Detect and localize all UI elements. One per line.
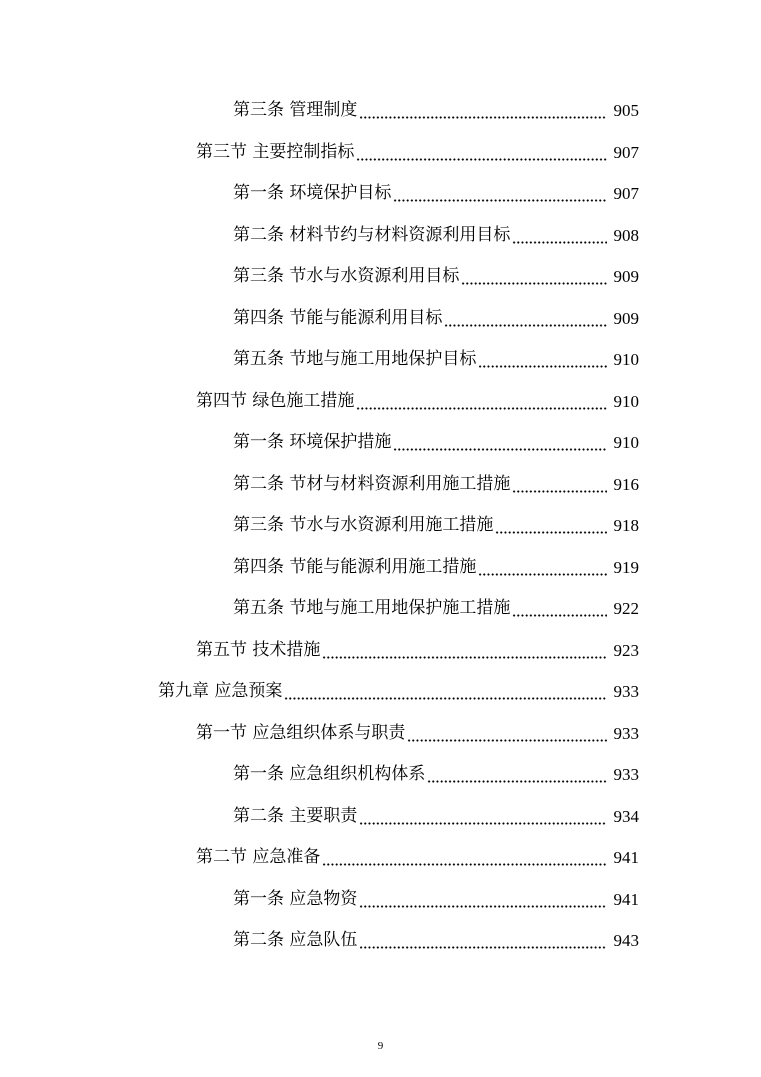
- toc-dot-leader: [512, 490, 607, 493]
- toc-entry-label: 第四条 节能与能源利用施工措施: [233, 556, 477, 577]
- toc-dot-leader: [359, 822, 607, 825]
- toc-entry-page: 943: [613, 931, 639, 950]
- toc-entry[interactable]: [0, 837, 761, 879]
- toc-entry[interactable]: [0, 215, 761, 257]
- toc-entry-label: 第二条 应急队伍: [233, 930, 358, 950]
- toc-dot-leader: [356, 407, 607, 410]
- toc-entry[interactable]: [0, 796, 761, 838]
- toc-entry-label: 第三条 节水与水资源利用施工措施: [233, 515, 494, 535]
- toc-entry-label: 第一条 环境保护措施: [233, 432, 392, 452]
- toc-dot-leader: [478, 365, 607, 368]
- toc-entry[interactable]: [0, 920, 761, 962]
- toc-entry[interactable]: [0, 588, 761, 630]
- toc-entry-label: 第一条 应急组织机构体系: [233, 764, 426, 784]
- table-of-contents: [0, 90, 761, 962]
- toc-entry-page: 910: [613, 433, 639, 452]
- toc-dot-leader: [322, 656, 607, 659]
- toc-dot-leader: [393, 448, 607, 451]
- toc-entry-page: 909: [613, 308, 639, 328]
- toc-entry-page: 907: [613, 184, 639, 203]
- toc-dot-leader: [322, 863, 607, 866]
- toc-entry[interactable]: [0, 505, 761, 547]
- toc-entry-page: 922: [613, 599, 639, 618]
- toc-entry-page: 916: [613, 474, 639, 494]
- toc-dot-leader: [478, 573, 607, 576]
- toc-dot-leader: [359, 905, 607, 908]
- toc-entry-label: 第二条 主要职责: [233, 805, 358, 826]
- toc-entry[interactable]: [0, 173, 761, 215]
- toc-dot-leader: [512, 241, 607, 244]
- toc-entry-page: 941: [613, 848, 639, 867]
- toc-dot-leader: [284, 697, 607, 700]
- toc-entry-label: 第二节 应急准备: [196, 847, 321, 867]
- toc-entry[interactable]: [0, 713, 761, 755]
- toc-dot-leader: [461, 282, 607, 285]
- toc-dot-leader: [495, 531, 607, 534]
- toc-entry[interactable]: [0, 547, 761, 589]
- toc-dot-leader: [359, 116, 607, 119]
- toc-entry-page: 918: [613, 516, 639, 535]
- toc-entry[interactable]: [0, 339, 761, 381]
- toc-entry-label: 第四节 绿色施工措施: [196, 390, 355, 411]
- toc-entry-page: 933: [613, 682, 639, 701]
- toc-entry-page: 907: [613, 142, 639, 162]
- toc-dot-leader: [359, 946, 607, 949]
- toc-entry-label: 第一节 应急组织体系与职责: [196, 722, 406, 743]
- toc-entry[interactable]: [0, 298, 761, 340]
- toc-entry-page: 941: [613, 889, 639, 909]
- toc-entry[interactable]: [0, 754, 761, 796]
- toc-entry-label: 第三条 节水与水资源利用目标: [233, 266, 460, 286]
- toc-entry-page: 910: [613, 350, 639, 369]
- toc-entry-page: 919: [613, 557, 639, 577]
- toc-entry-label: 第二条 材料节约与材料资源利用目标: [233, 224, 511, 245]
- toc-entry-label: 第九章 应急预案: [158, 681, 283, 701]
- toc-entry-page: 910: [613, 391, 639, 411]
- toc-entry-label: 第四条 节能与能源利用目标: [233, 307, 443, 328]
- toc-entry-label: 第五条 节地与施工用地保护施工措施: [233, 598, 511, 618]
- toc-dot-leader: [407, 739, 607, 742]
- toc-entry-page: 933: [613, 723, 639, 743]
- toc-entry[interactable]: [0, 671, 761, 713]
- toc-entry[interactable]: [0, 464, 761, 506]
- toc-entry-label: 第五条 节地与施工用地保护目标: [233, 349, 477, 369]
- toc-entry-label: 第三节 主要控制指标: [196, 141, 355, 162]
- toc-entry[interactable]: [0, 90, 761, 132]
- toc-entry-label: 第一条 应急物资: [233, 888, 358, 909]
- toc-entry-page: 908: [613, 225, 639, 245]
- toc-dot-leader: [512, 614, 607, 617]
- toc-dot-leader: [444, 324, 607, 327]
- toc-dot-leader: [356, 158, 607, 161]
- toc-entry[interactable]: [0, 132, 761, 174]
- toc-entry[interactable]: [0, 381, 761, 423]
- toc-entry-label: 第三条 管理制度: [233, 100, 358, 120]
- toc-dot-leader: [393, 199, 607, 202]
- toc-entry-page: 905: [613, 101, 639, 120]
- toc-dot-leader: [427, 780, 607, 783]
- toc-entry-label: 第二条 节材与材料资源利用施工措施: [233, 473, 511, 494]
- toc-entry-page: 934: [613, 806, 639, 826]
- toc-entry-label: 第一条 环境保护目标: [233, 183, 392, 203]
- page-number: 9: [377, 1040, 384, 1052]
- toc-entry-label: 第五节 技术措施: [196, 639, 321, 660]
- toc-entry[interactable]: [0, 256, 761, 298]
- toc-entry-page: 933: [613, 765, 639, 784]
- toc-entry[interactable]: [0, 630, 761, 672]
- toc-entry[interactable]: [0, 879, 761, 921]
- toc-entry-page: 923: [613, 640, 639, 660]
- toc-entry[interactable]: [0, 422, 761, 464]
- toc-entry-page: 909: [613, 267, 639, 286]
